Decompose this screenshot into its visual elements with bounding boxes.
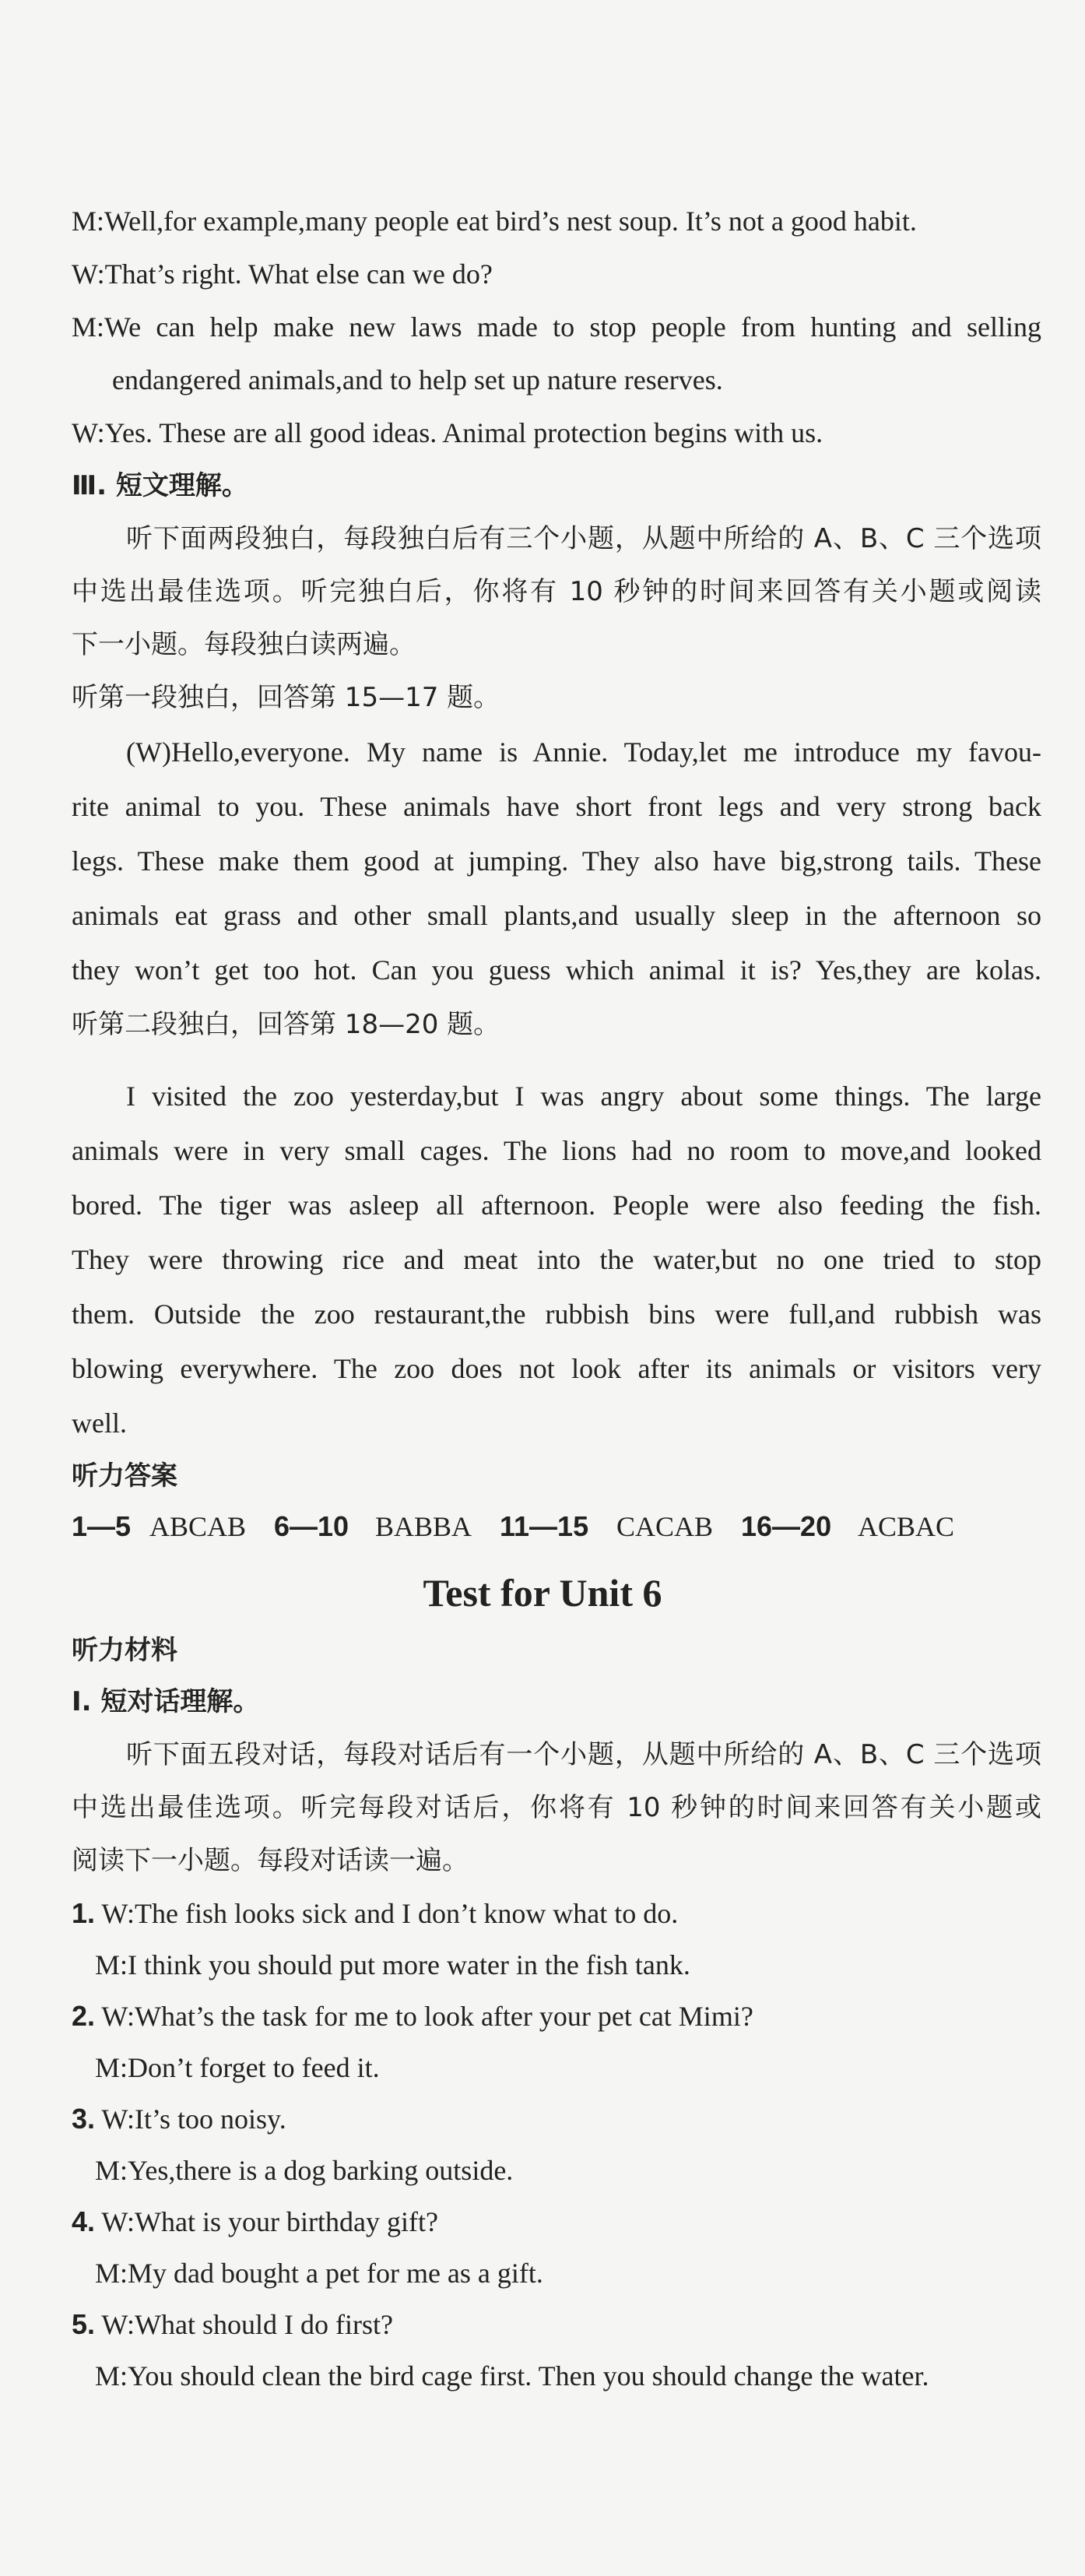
dialog-w: W:The fish looks sick and I don’t know what to do. <box>101 1898 679 1929</box>
dialog-line: M:We can help make new laws made to stop people from hunting and selling <box>72 311 1041 343</box>
passage-line: blowing everywhere. The zoo does not look after its animals or visitors very <box>72 1353 1041 1384</box>
materials-heading: 听力材料 <box>72 1635 177 1666</box>
dialog-line: W:That’s right. What else can we do? <box>72 258 493 290</box>
dialog-item <box>72 2102 286 2136</box>
question-number: 4. <box>72 2205 96 2237</box>
answer-key <box>72 1509 982 1544</box>
passage-line: They were throwing rice and meat into the water,but no one tried to stop <box>72 1244 1041 1275</box>
question-number: 3. <box>72 2103 96 2135</box>
instruction-line: 下一小题。每段独白读两遍。 <box>72 629 416 660</box>
section-heading: Ⅲ. 短文理解。 <box>72 470 248 501</box>
answer-range: 16—20 <box>741 1510 832 1542</box>
passage-line: well. <box>72 1407 127 1439</box>
dialog-w: W:What should I do first? <box>101 2309 393 2340</box>
dialog-item <box>72 2205 438 2239</box>
passage-line: I visited the zoo yesterday,but I was angry about some things. The large <box>126 1081 1041 1112</box>
dialog-item <box>72 2307 393 2342</box>
passage-line: rite animal to you. These animals have short front legs and very strong back <box>72 791 1041 822</box>
question-number: 1. <box>72 1897 96 1929</box>
answer-range: 11—15 <box>500 1510 589 1542</box>
instruction-line: 中选出最佳选项。听完独白后，你将有 10 秒钟的时间来回答有关小题或阅读 <box>72 576 1041 607</box>
question-number: 5. <box>72 2308 96 2340</box>
dialog-m: M:Don’t forget to feed it. <box>95 2052 380 2083</box>
instruction-line: 听下面两段独白，每段独白后有三个小题，从题中所给的 A、B、C 三个选项 <box>126 523 1041 554</box>
dialog-m: M:You should clean the bird cage first. Then you should change the water. <box>95 2360 929 2391</box>
answer-letters: BABBA <box>375 1511 472 1542</box>
dialog-m: M:My dad bought a pet for me as a gift. <box>95 2258 543 2289</box>
dialog-line: W:Yes. These are all good ideas. Animal protection begins with us. <box>72 417 823 448</box>
passage-line: animals were in very small cages. The lions had no room to move,and looked <box>72 1135 1041 1166</box>
instruction-line: 阅读下一小题。每段对话读一遍。 <box>72 1845 469 1876</box>
answer-letters: ACBAC <box>858 1511 955 1542</box>
passage-label: 听第二段独白，回答第 18—20 题。 <box>72 1009 500 1040</box>
dialog-w: W:What is your birthday gift? <box>101 2206 438 2237</box>
dialog-w: W:It’s too noisy. <box>101 2103 286 2135</box>
answer-letters: CACAB <box>616 1511 714 1542</box>
dialog-line: endangered animals,and to help set up nature reserves. <box>112 364 723 395</box>
passage-line: them. Outside the zoo restaurant,the rubbish bins were full,and rubbish was <box>72 1299 1041 1330</box>
passage-line: animals eat grass and other small plants,and usually sleep in the afternoon so <box>72 900 1041 931</box>
passage-line: bored. The tiger was asleep all afternoon. People were also feeding the fish. <box>72 1190 1041 1221</box>
passage-line: legs. These make them good at jumping. They also have big,strong tails. These <box>72 845 1041 877</box>
unit-title: Test for Unit 6 <box>423 1571 662 1615</box>
dialog-item <box>72 1999 753 2033</box>
answer-range: 6—10 <box>274 1510 349 1542</box>
instruction-line: 中选出最佳选项。听完每段对话后，你将有 10 秒钟的时间来回答有关小题或 <box>72 1792 1041 1823</box>
dialog-item <box>72 1896 678 1931</box>
dialog-line: M:Well,for example,many people eat bird’s nest soup. It’s not a good habit. <box>72 206 917 237</box>
question-number: 2. <box>72 2000 96 2032</box>
passage-label: 听第一段独白，回答第 15—17 题。 <box>72 682 500 713</box>
passage-line: they won’t get too hot. Can you guess which animal it is? Yes,they are kolas. <box>72 954 1041 986</box>
answer-range: 1—5 <box>72 1510 132 1542</box>
section-heading: Ⅰ. 短对话理解。 <box>72 1686 260 1717</box>
instruction-line: 听下面五段对话，每段对话后有一个小题，从题中所给的 A、B、C 三个选项 <box>126 1739 1041 1770</box>
dialog-w: W:What’s the task for me to look after your pet cat Mimi? <box>101 2001 753 2032</box>
answers-heading: 听力答案 <box>72 1460 177 1492</box>
answer-letters: ABCAB <box>149 1511 247 1542</box>
dialog-m: M:Yes,there is a dog barking outside. <box>95 2155 514 2186</box>
dialog-m: M:I think you should put more water in the fish tank. <box>95 1949 690 1980</box>
passage-line: (W)Hello,everyone. My name is Annie. Today,let me introduce my favou- <box>126 736 1041 768</box>
